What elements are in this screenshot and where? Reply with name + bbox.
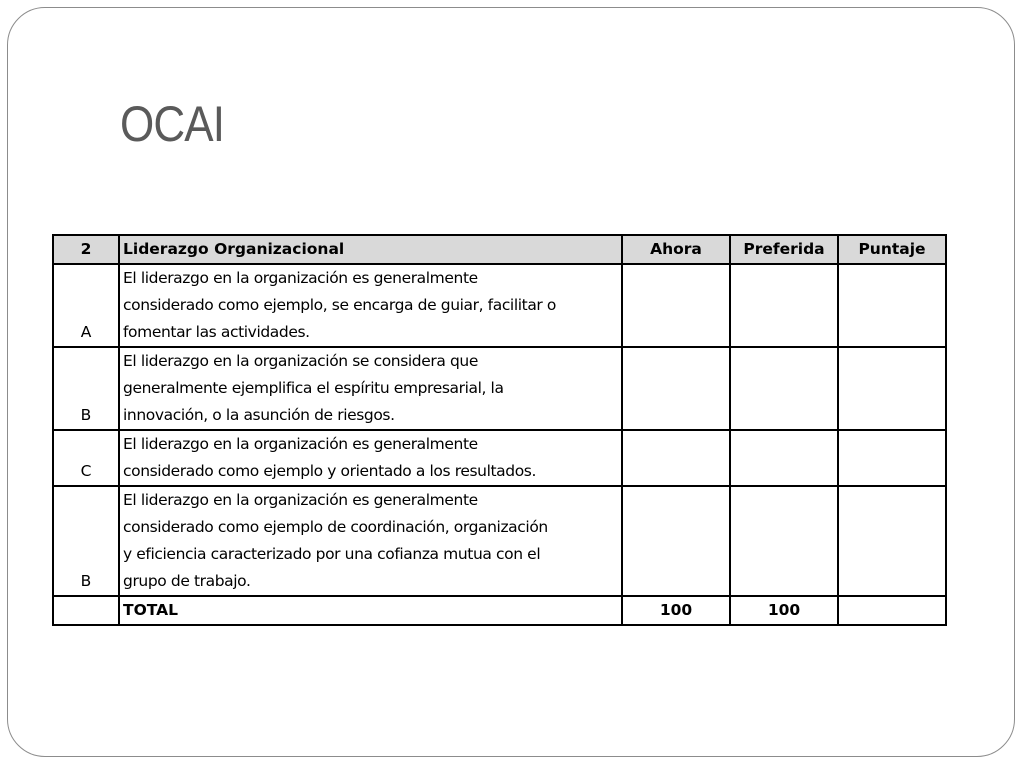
row-letter: B bbox=[53, 486, 119, 596]
total-label: TOTAL bbox=[119, 596, 622, 625]
total-preferred: 100 bbox=[730, 596, 838, 625]
row-description-text: El liderazgo en la organización se considera que generalmente ejemplifica el espíritu empresarial, la innovación, o la asunción de riesgos. bbox=[123, 352, 504, 424]
row-preferred-cell[interactable] bbox=[730, 264, 838, 347]
table-row bbox=[53, 430, 946, 486]
row-letter: A bbox=[53, 264, 119, 347]
row-description-text: El liderazgo en la organización es generalmente considerado como ejemplo, se encarga de guiar, facilitar o fomentar las actividades. bbox=[123, 269, 557, 341]
row-description bbox=[119, 264, 622, 347]
header-category: Liderazgo Organizacional bbox=[119, 235, 622, 264]
row-now-cell[interactable] bbox=[622, 486, 730, 596]
row-description bbox=[119, 347, 622, 430]
row-letter: C bbox=[53, 430, 119, 486]
row-now-cell[interactable] bbox=[622, 347, 730, 430]
table-total-row bbox=[53, 596, 946, 625]
row-now-cell[interactable] bbox=[622, 264, 730, 347]
table-header-row bbox=[53, 235, 946, 264]
row-now-cell[interactable] bbox=[622, 430, 730, 486]
row-score-cell[interactable] bbox=[838, 486, 946, 596]
header-preferred: Preferida bbox=[730, 235, 838, 264]
header-now: Ahora bbox=[622, 235, 730, 264]
row-score-cell[interactable] bbox=[838, 347, 946, 430]
row-description bbox=[119, 430, 622, 486]
row-score-cell[interactable] bbox=[838, 430, 946, 486]
table-row bbox=[53, 264, 946, 347]
slide-title: OCAI bbox=[120, 96, 225, 152]
row-preferred-cell[interactable] bbox=[730, 486, 838, 596]
row-description bbox=[119, 486, 622, 596]
total-score bbox=[838, 596, 946, 625]
total-empty-cell bbox=[53, 596, 119, 625]
total-now: 100 bbox=[622, 596, 730, 625]
row-description-text: El liderazgo en la organización es generalmente considerado como ejemplo y orientado a los resultados. bbox=[123, 435, 536, 480]
ocai-table bbox=[52, 234, 947, 626]
row-score-cell[interactable] bbox=[838, 264, 946, 347]
row-description-text: El liderazgo en la organización es generalmente considerado como ejemplo de coordinación, organización y eficiencia caracterizado por una cofianza mutua con el grupo de trabajo. bbox=[123, 491, 548, 590]
header-score: Puntaje bbox=[838, 235, 946, 264]
header-number: 2 bbox=[53, 235, 119, 264]
row-preferred-cell[interactable] bbox=[730, 347, 838, 430]
row-letter: B bbox=[53, 347, 119, 430]
table-row bbox=[53, 486, 946, 596]
row-preferred-cell[interactable] bbox=[730, 430, 838, 486]
table-row bbox=[53, 347, 946, 430]
